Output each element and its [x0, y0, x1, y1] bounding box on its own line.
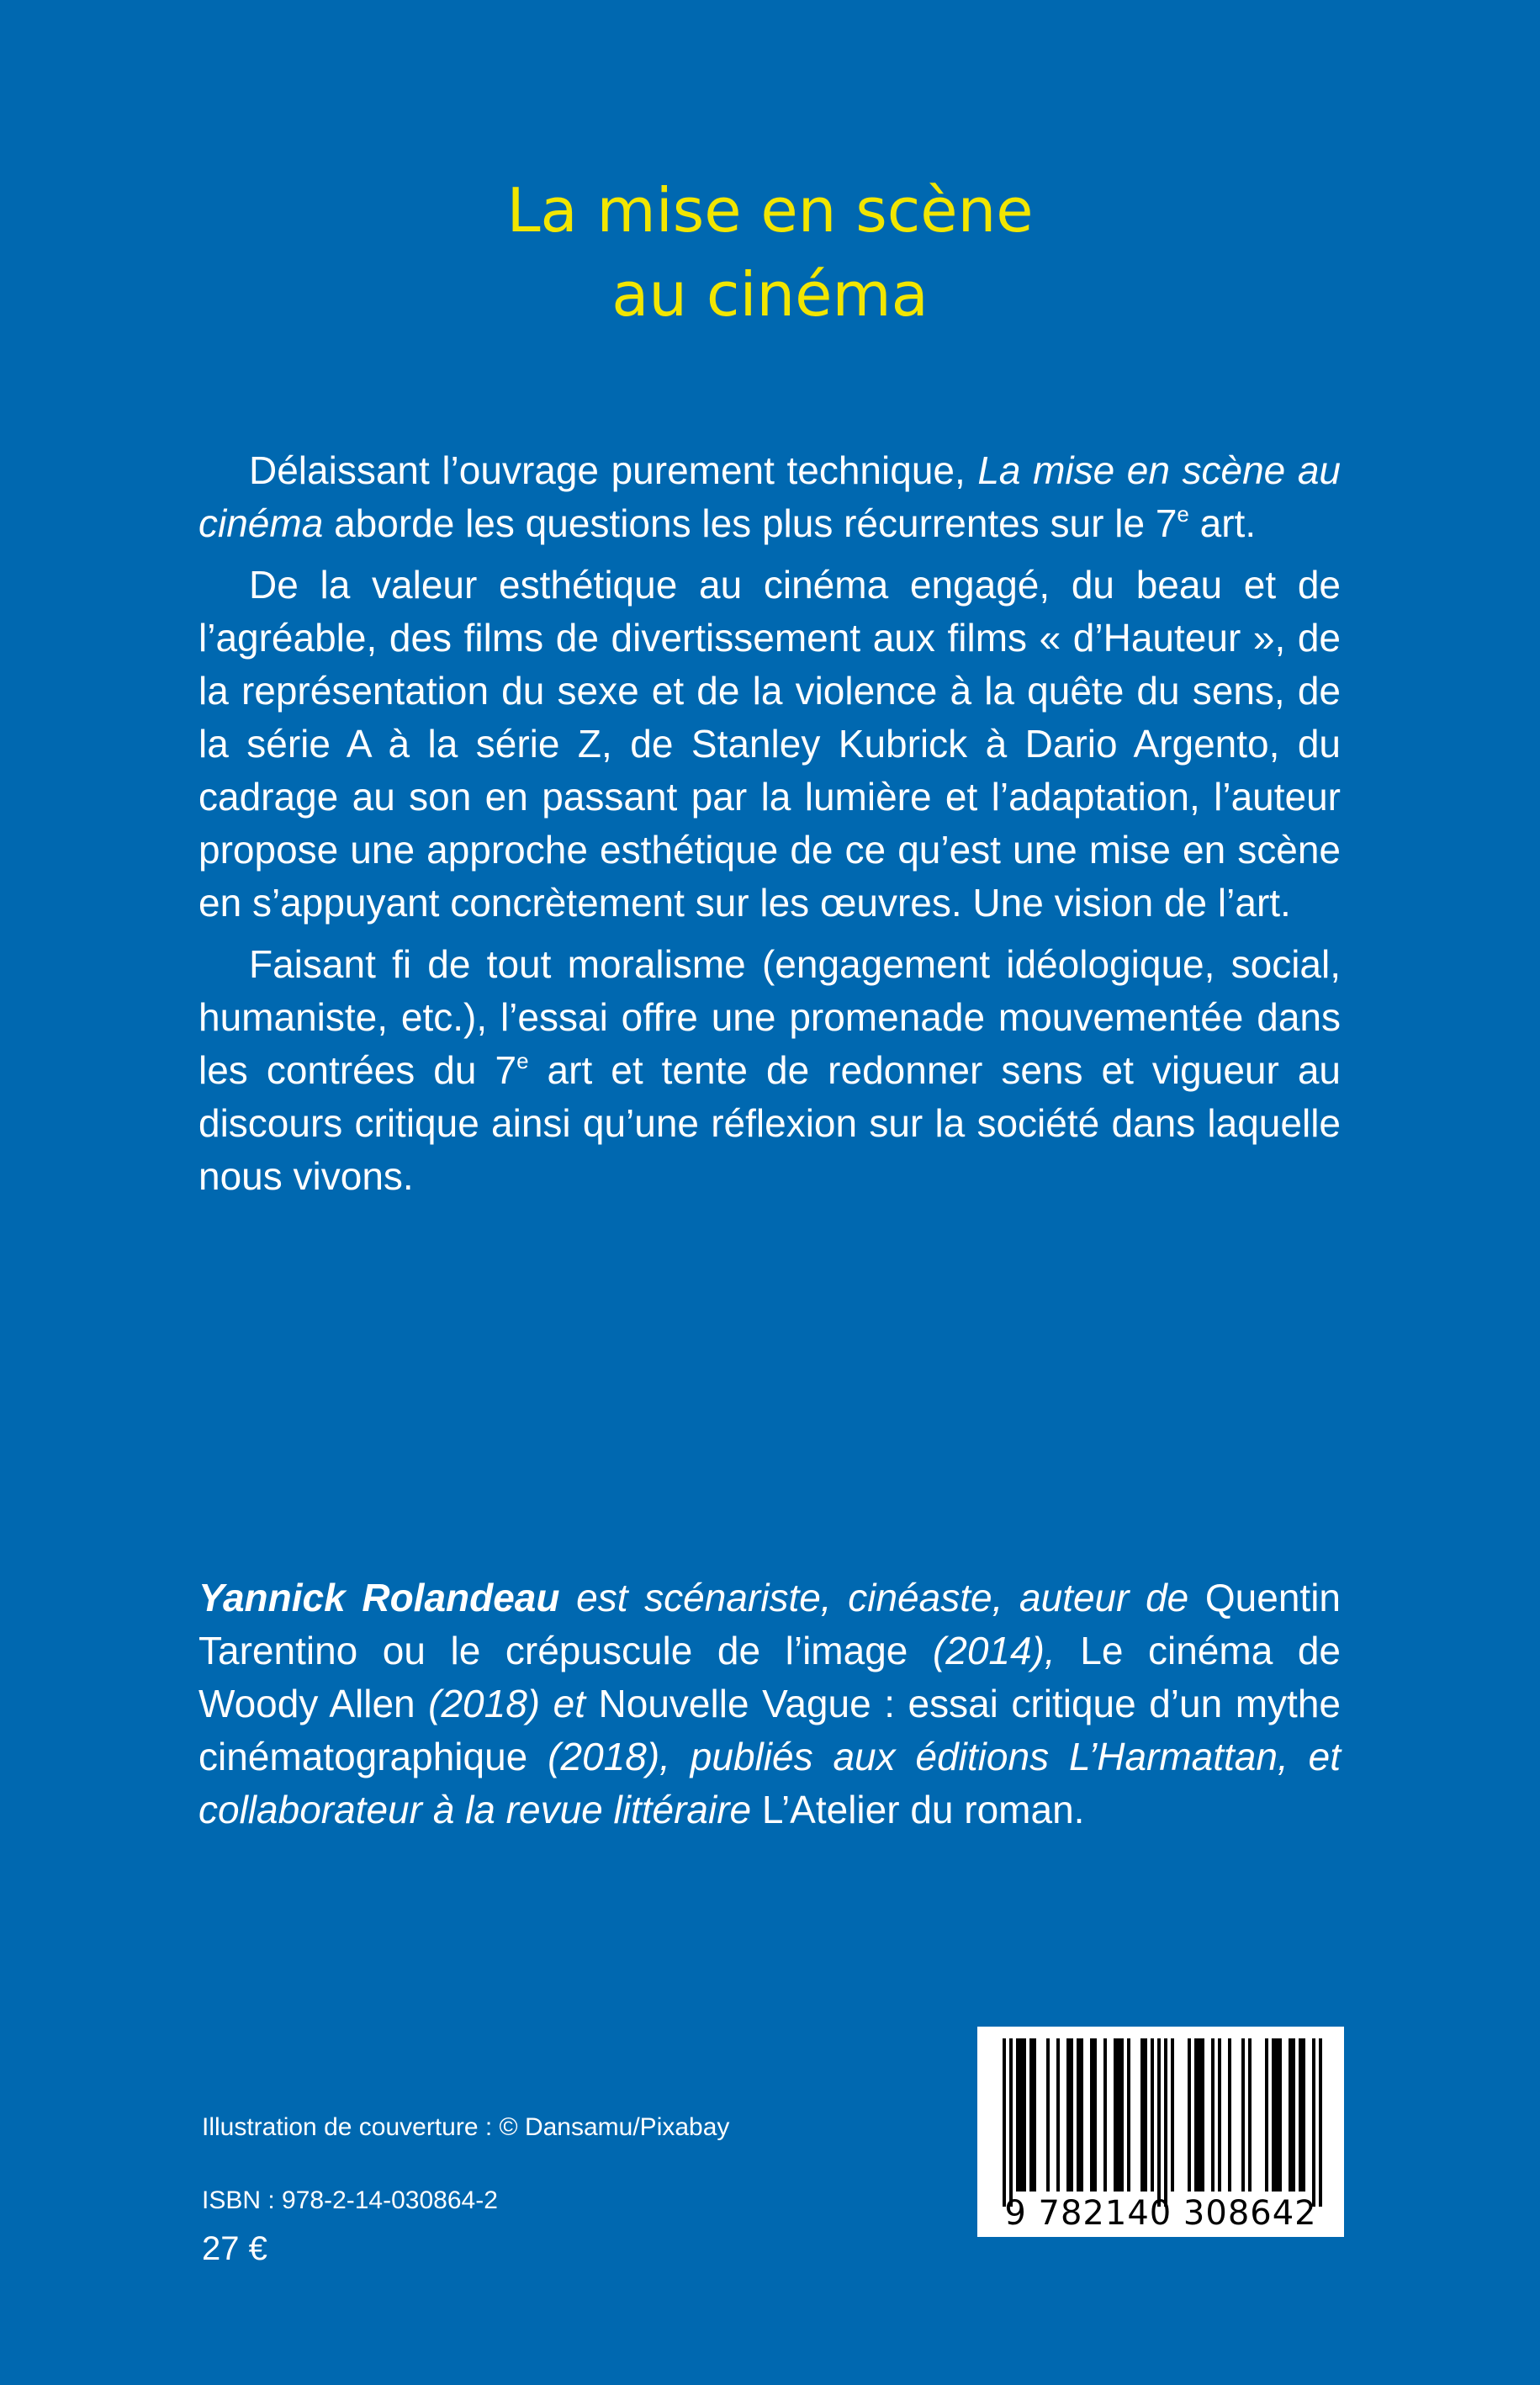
book-title	[0, 168, 1540, 337]
ordinal-superscript: e	[1177, 501, 1189, 527]
summary-paragraph-1	[198, 444, 1341, 550]
barcode-bar	[1188, 2038, 1191, 2192]
book-title-line-1: La mise en scène	[506, 175, 1034, 246]
barcode-bar	[1009, 2038, 1013, 2207]
barcode-bar	[1029, 2038, 1036, 2192]
price: 27 €	[202, 2230, 267, 2267]
barcode	[977, 2027, 1344, 2237]
bio-work-title: Le cinéma de Woody Allen	[198, 1629, 1342, 1725]
bio-text: (2018) et	[415, 1682, 599, 1725]
barcode-digits: 9 782140 308642	[1004, 2194, 1317, 2233]
barcode-bar	[1140, 2038, 1147, 2192]
barcode-bar	[1127, 2038, 1130, 2192]
barcode-bar	[1157, 2038, 1161, 2207]
barcode-bar	[1272, 2038, 1282, 2192]
barcode-bar	[1077, 2038, 1083, 2192]
barcode-bar	[1056, 2038, 1060, 2192]
book-summary	[198, 444, 1341, 1203]
barcode-bar	[1114, 2038, 1124, 2192]
barcode-bar	[1312, 2038, 1315, 2207]
barcode-bar	[1046, 2038, 1050, 2192]
author-bio	[198, 1571, 1341, 1836]
barcode-bar	[1164, 2038, 1167, 2207]
bio-work-title: Quentin Tarentino ou le crépuscule de l’image	[198, 1576, 1342, 1672]
barcode-bar	[1289, 2038, 1295, 2192]
summary-text: Faisant fi de tout moralisme (engagement idéologique, social, humaniste, etc.), l’essai offre une promenade mouvementée dans les contrées du 7	[198, 942, 1341, 1092]
barcode-bar	[1194, 2038, 1204, 2192]
barcode-bar	[1003, 2038, 1006, 2207]
bio-work-title: L’Atelier du roman.	[761, 1788, 1085, 1831]
barcode-bar	[1241, 2038, 1245, 2192]
bio-text: (2014),	[908, 1629, 1081, 1672]
barcode-bar	[1151, 2038, 1154, 2192]
summary-paragraph-2: De la valeur esthétique au cinéma engagé, du beau et de l’agréable, des films de divertissement aux films « d’Hauteur », de la représentation du sexe et de la violence à la quête du sens, de la série A à la série Z, de Stanley Kubrick à Dario Argento, du cadrage au son en passant par la lumière et l’adaptation, l’auteur propose une approche esthétique de ce qu’est une mise en scène en s’appuyant concrètement sur les œuvres. Une vision de l’art.	[198, 563, 1341, 925]
barcode-bar	[1319, 2038, 1322, 2207]
isbn: ISBN : 978-2-14-030864-2	[202, 2186, 498, 2214]
bio-work-title: Nouvelle Vague : essai critique d’un mythe cinématographique	[198, 1682, 1341, 1778]
summary-book-title: La mise en scène au cinéma	[198, 448, 1341, 545]
barcode-bar	[1066, 2038, 1073, 2192]
bio-text: (2018), publiés aux éditions L’Harmattan, et collaborateur à la revue littéraire	[198, 1735, 1341, 1831]
barcode-bar	[1218, 2038, 1221, 2192]
summary-text: aborde les questions les plus récurrentes sur le 7	[323, 501, 1177, 545]
book-title-line-2: au cinéma	[611, 259, 929, 330]
barcode-bar	[1265, 2038, 1268, 2192]
cover-credit: Illustration de couverture : © Dansamu/Pixabay	[202, 2113, 730, 2141]
summary-text: art.	[1188, 501, 1257, 545]
ordinal-superscript: e	[516, 1048, 529, 1073]
author-name: Yannick Rolandeau	[198, 1576, 560, 1619]
summary-paragraph-3	[198, 938, 1341, 1203]
author-bio-paragraph	[198, 1571, 1341, 1836]
barcode-bar	[1090, 2038, 1097, 2192]
barcode-bar	[1171, 2038, 1174, 2192]
barcode-bar	[1248, 2038, 1252, 2192]
summary-text: Délaissant l’ouvrage purement technique,	[249, 448, 978, 492]
barcode-bar	[1016, 2038, 1026, 2192]
barcode-bar	[1103, 2038, 1107, 2192]
summary-text: art et tente de redonner sens et vigueur au discours critique ainsi qu’une réflexion sur la société dans laquelle nous vivons.	[198, 1048, 1341, 1198]
bio-text: est scénariste, cinéaste, auteur de	[559, 1576, 1205, 1619]
barcode-bar	[1228, 2038, 1231, 2192]
barcode-bar	[1211, 2038, 1215, 2192]
barcode-bar	[1299, 2038, 1305, 2192]
